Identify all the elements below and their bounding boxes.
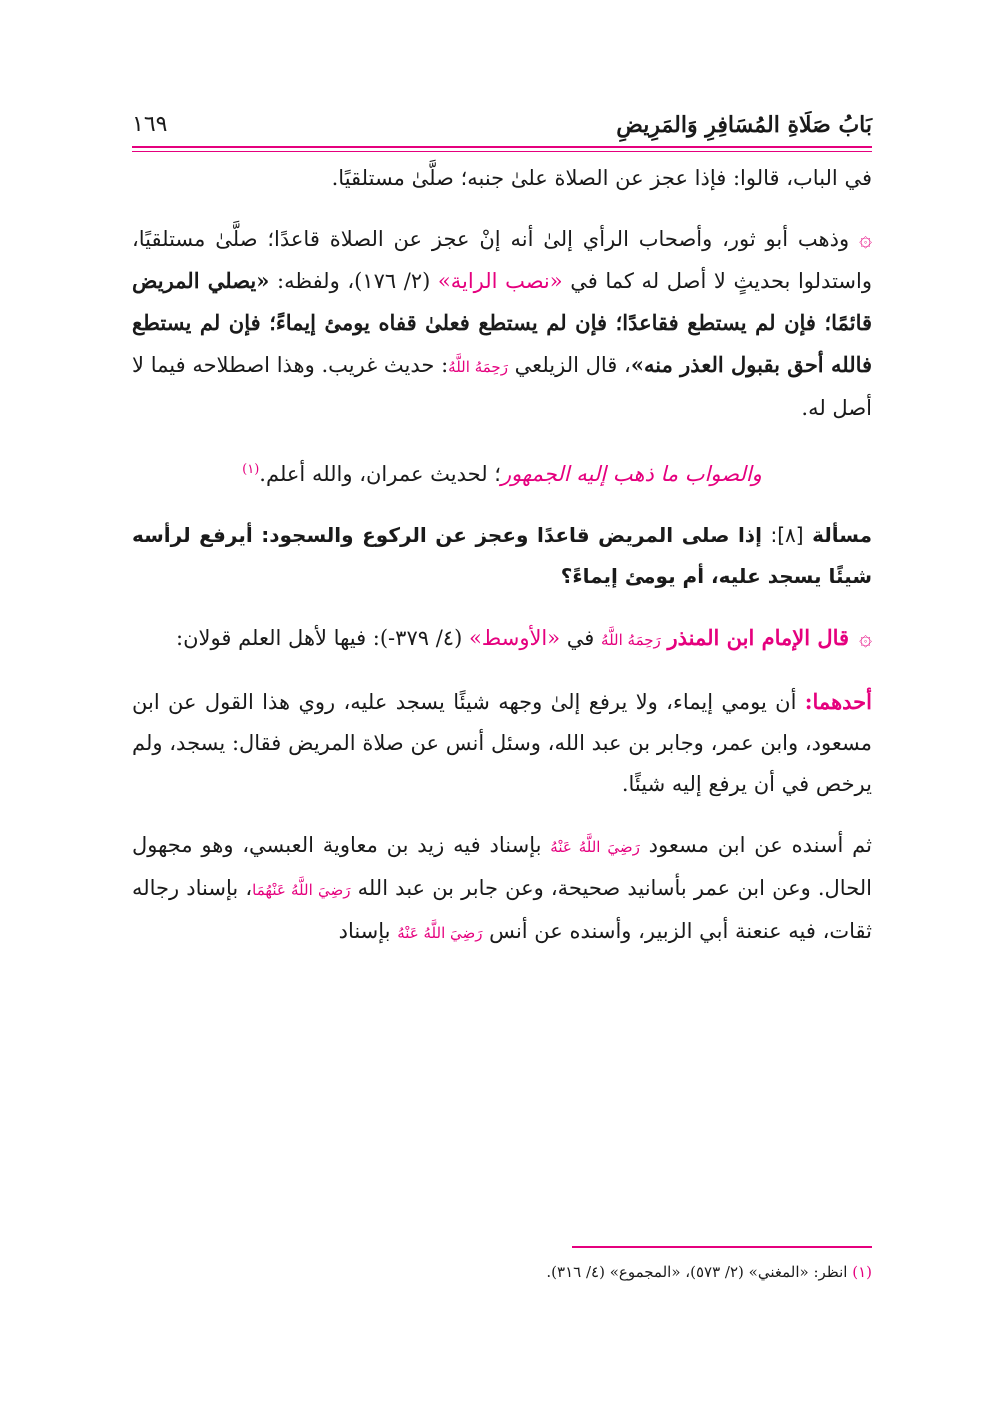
page-number: ١٦٩	[132, 112, 168, 137]
chapter-title: بَابُ صَلَاةِ المُسَافِرِ وَالمَرِيضِ	[616, 112, 872, 138]
paragraph-4-text-a: في	[560, 626, 602, 650]
conclusion-highlight: والصواب ما ذهب إليه الجمهور	[500, 462, 762, 486]
paragraph-3	[132, 449, 872, 495]
footnote	[132, 1261, 872, 1283]
honorific: رَضِيَ اللَّهُ عَنْهُ	[397, 924, 483, 942]
paragraph-4-text-b: (٤/ ٣٧٩-): فيها لأهل العلم قولان:	[176, 626, 469, 650]
header-rule-thin	[132, 151, 872, 152]
honorific: رَحِمَهُ اللَّهُ	[448, 358, 508, 376]
footnote-text: انظر: «المغني» (٢/ ٥٧٣)، «المجموع» (٤/ ٣١٦).	[546, 1263, 853, 1281]
honorific: رَضِيَ اللَّهُ عَنْهُمَا	[252, 881, 351, 899]
honorific: رَضِيَ اللَّهُ عَنْهُ	[550, 838, 640, 856]
paragraph-6	[132, 825, 872, 954]
issue-number: [٨]:	[770, 523, 804, 547]
paragraph-2-text-d: : حديث غريب. وهذا اصطلاحه فيما لا أصل له.	[132, 353, 872, 420]
footnote-separator	[572, 1246, 872, 1248]
honorific: رَحِمَهُ اللَّهُ	[601, 631, 661, 649]
first-opinion-label: أحدهما:	[804, 689, 872, 714]
book-page	[132, 98, 872, 1318]
issue-heading	[132, 515, 872, 597]
paragraph-1-text: في الباب، قالوا: فإذا عجز عن الصلاة علىٰ جنبه؛ صلَّىٰ مستلقيًا.	[331, 166, 872, 190]
hadith-quote: «يصلي المريض قائمًا؛ فإن لم يستطع فقاعدًا؛ فإن لم يستطع فعلىٰ قفاه يومئ إيماءً؛ فإن لم يستطع فالله أحق بقبول العذر منه»	[132, 268, 873, 377]
issue-label: مسألة	[812, 523, 872, 547]
issue-text: إذا صلى المريض قاعدًا وعجز عن الركوع والسجود: أيرفع لرأسه شيئًا يسجد عليه، أم يومئ إيماءً؟	[132, 523, 872, 588]
flower-ornament-icon: ۞	[859, 626, 872, 651]
paragraph-5	[132, 681, 872, 805]
paragraph-6-text-b: بإسناد فيه زيد بن معاوية العبسي، وهو مجهول الحال. وعن ابن عمر بأسانيد صحيحة، وعن جابر بن عبد الله	[132, 833, 872, 900]
paragraph-2-text-b: (٢/ ١٧٦)، ولفظه:	[269, 269, 438, 293]
source-citation: «الأوسط»	[468, 626, 561, 650]
paragraph-3-text: ؛ لحديث عمران، والله أعلم.	[259, 462, 501, 486]
paragraph-2	[132, 219, 872, 429]
paragraph-4	[132, 617, 872, 661]
paragraph-6-text-a: ثم أسنده عن ابن مسعود	[639, 833, 872, 857]
paragraph-6-text-d: بإسناد	[338, 919, 398, 943]
main-text	[132, 158, 872, 974]
paragraph-2-text-c: ، قال الزيلعي	[507, 353, 631, 377]
footnote-marker: (١)	[242, 462, 260, 477]
paragraph-5-text: أن يومي إيماء، ولا يرفع إلىٰ وجهه شيئًا يسجد عليه، روي هذا القول عن ابن مسعود، وابن عمر، وجابر بن عبد الله، وسئل أنس عن صلاة المريض فقال: يسجد، ولم يرخص في أن يرفع إليه شيئًا.	[132, 690, 872, 796]
paragraph-1	[132, 158, 872, 199]
running-header	[132, 110, 872, 144]
header-rule	[132, 146, 872, 148]
footnote-number: (١)	[852, 1263, 872, 1281]
imam-name: قال الإمام ابن المنذر	[667, 625, 850, 650]
flower-ornament-icon: ۞	[859, 227, 872, 252]
source-citation: «نصب الراية»	[437, 269, 563, 293]
paragraph-2-text-a: وذهب أبو ثور، وأصحاب الرأي إلىٰ أنه إنْ عجز عن الصلاة قاعدًا؛ صلَّىٰ مستلقيًا، واستدلوا بحديثٍ لا أصل له كما في	[132, 227, 872, 293]
paragraph-6-text-c: ، بإسناد رجاله ثقات، فيه عنعنة أبي الزبير، وأسنده عن أنس	[132, 876, 872, 943]
